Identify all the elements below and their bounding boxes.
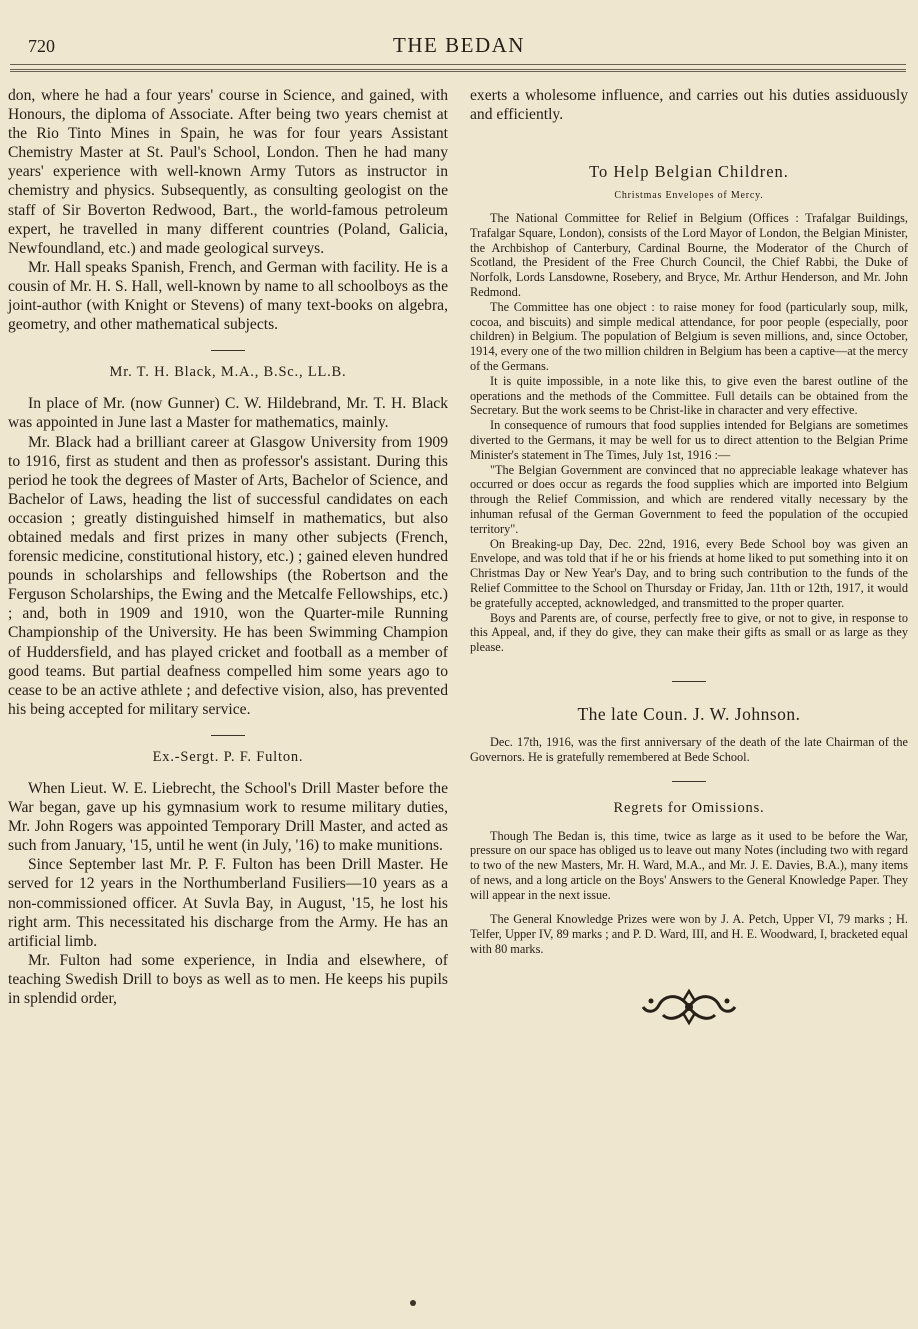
page-mark [410,1300,416,1306]
page-header [0,32,918,62]
header-rule [10,64,906,65]
paragraph: When Lieut. W. E. Liebrecht, the School's Drill Master before the War began, gave up his gymnasium work to resume military duties, Mr. John Rogers was appointed Temporary Drill Master, and acted as such from January, '15, until he went (in July, '16) to make munitions. [8,780,448,855]
journal-title: THE BEDAN [393,33,525,57]
paragraph: Though The Bedan is, this time, twice as large as it used to be before the War, pressure on our space has obliged us to leave out many Notes (including two with regard to two of the new Masters, Mr. H. Ward, M.A., and Mr. J. E. Davies, B.A.), many items of news, and a long article on the Boys' Answers to the General Knowledge Paper. They will appear in the next issue. [470,828,908,902]
decorative-ornament-icon [639,987,739,1027]
section-subheading: Christmas Envelopes of Mercy. [614,190,764,201]
section-heading-fulton: Ex.-Sergt. P. F. Fulton. [152,748,304,765]
section-heading-regrets: Regrets for Omissions. [613,799,765,816]
paragraph: Mr. Fulton had some experience, in India and elsewhere, of teaching Swedish Drill to boys as well as to men. He keeps his pupils in splendid order, [8,951,448,1008]
paragraph: Dec. 17th, 1916, was the first anniversary of the death of the late Chairman of the Governors. He is gratefully remembered at Bede School. [470,734,908,764]
section-heading-johnson: The late Coun. J. W. Johnson. [577,703,801,724]
paragraph: In place of Mr. (now Gunner) C. W. Hildebrand, Mr. T. H. Black was appointed in June last a Master for mathematics, mainly. [8,395,448,432]
paragraph: In consequence of rumours that food supplies intended for Belgians are sometimes diverted to the Germans, it may be well for us to direct attention to the Belgian Prime Minister's statement in The Times, July 1st, 1916 :— [470,418,908,462]
left-column [8,86,448,1008]
page-number: 720 [28,36,55,56]
paragraph: Since September last Mr. P. F. Fulton has been Drill Master. He served for 12 years in the Northumberland Fusiliers—10 years as a non-commissioned officer. At Suvla Bay, in August, '15, he lost his right arm. This necessitated his discharge from the Army. He has an artificial limb. [8,856,448,950]
paragraph: The General Knowledge Prizes were won by J. A. Petch, Upper VI, 79 marks ; H. Telfer, Upper IV, 89 marks ; and P. D. Ward, III, and H. E. Woodward, I, bracketed equal with 80 marks. [470,912,908,957]
paragraph: don, where he had a four years' course in Science, and gained, with Honours, the diploma of Associate. After being two years chemist at the Rio Tinto Mines in Spain, he was for four years Assistant Chemistry Master at St. Paul's School, London. Then he had many years' experience with well-known Army Tutors as instructor in chemistry and physics. Subsequently, as consulting geologist on the staff of Sir Boverton Redwood, Bart., the world-famous petroleum expert, he travelled in many different countries (Poland, Galicia, Newfoundland, etc.) and made geological surveys. [8,87,448,257]
paragraph: Boys and Parents are, of course, perfectly free to give, or not to give, in response to this Appeal, and, if they do give, they can make their gifts as small or as large as they please. [470,610,908,655]
paragraph: Mr. Hall speaks Spanish, French, and German with facility. He is a cousin of Mr. H. S. Hall, well-known by name to all schoolboys as the joint-author (with Knight or Stevens) of many text-books on algebra, geometry, and other mathematical subjects. [8,258,448,334]
paragraph: It is quite impossible, in a note like this, to give even the barest outline of the operations and the methods of the Committee. Full details can be obtained from the Secretary. But the work seems to be Christ-like in character and very effective. [470,373,908,418]
paragraph: The National Committee for Relief in Belgium (Offices : Trafalgar Buildings, Trafalgar Square, London), consists of the Lord Mayor of London, the Belgian Minister, the Archbishop of Canterbury, Cardinal Bourne, the Moderator of the Church of Scotland, the President of the Free Church Council, the Chief Rabbi, the Duke of Norfolk, Lords Lansdowne, Rosebery, and Bryce, Mr. Arthur Henderson, and Mr. John Redmond. [470,211,908,299]
paragraph: On Breaking-up Day, Dec. 22nd, 1916, every Bede School boy was given an Envelope, and was told that if he or his friends at home liked to put something into it on Christmas Day or New Year's Day, and to bring such contribution to the funds of the Relief Committee to the School on Thursday or Friday, Jan. 11th or 12th, 1917, it would be gratefully accepted, acknowledged, and transmitted to the proper quarter. [470,536,908,610]
quotation: "The Belgian Government are convinced that no appreciable leakage whatever has occurred or does occur as regards the food supplies which are imported into Belgium through the Relief Commission, and which are rendered vitally necessary by the inhuman refusal of the German Government to feed the population of the occupied territory". [470,462,908,536]
paragraph: The Committee has one object : to raise money for food (particularly soup, milk, cocoa, and biscuits) and simple medical attendance, for poor people (especially, poor children) in Belgium. The population of Belgium is seven millions, and, since October, 1914, every one of the two million children in Belgium has been a captive—at the mercy of the Germans. [470,299,908,373]
right-column [470,86,908,1027]
section-heading-black: Mr. T. H. Black, M.A., B.Sc., LL.B. [109,364,347,381]
paragraph: Mr. Black had a brilliant career at Glasgow University from 1909 to 1916, first as student and then as professor's assistant. During this period he took the degrees of Master of Arts, Bachelor of Science, and Bachelor of Laws, heading the list of successful candidates on each occasion ; greatly distinguished himself in mathematics, but also obtained medals and first prizes in many other subjects (French, forensic medicine, constitutional history, etc.) ; gained eleven hundred pounds in scholarships and fellowships (the Robertson and the Ferguson Scholarships, the Ewing and the Metcalfe Fellowships, etc.) ; and, both in 1909 and 1910, won the Quarter-mile Running Championship of the University. He has been Swimming Champion of Huddersfield, and has played cricket and football as a member of good teams. But partial deafness compelled him some years ago to cease to be an active athlete ; and defective vision, also, has prevented his being accepted for military service. [8,433,448,718]
paragraph: exerts a wholesome influence, and carries out his duties assiduously and efficiently. [470,87,908,123]
header-double-rule [10,69,906,72]
section-heading-belgian: To Help Belgian Children. [589,162,789,181]
